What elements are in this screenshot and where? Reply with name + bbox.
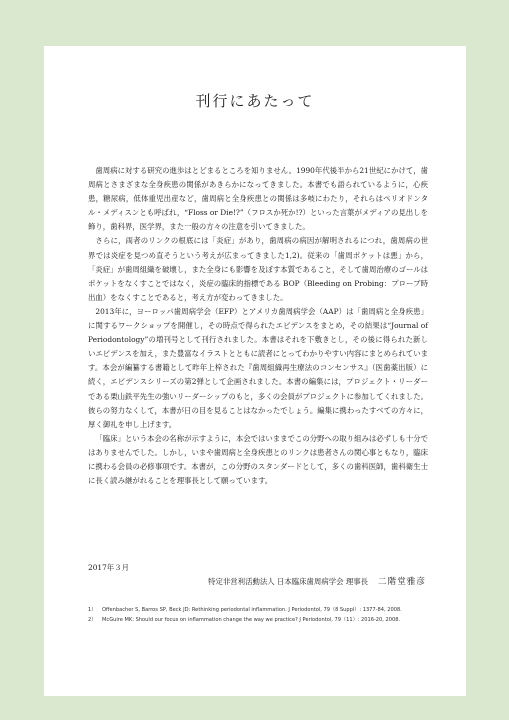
date: 2017年３月 — [88, 563, 129, 572]
paragraph-2: さらに，両者のリンクの根底には「炎症」があり，歯周病の病因が解明されるにつれ，歯周病の世界では炎症を見つめ直そうという考えが広まってきました1,2)。従来の「歯周ポケットは悪」から，「炎症」が歯周組織を破壊し，また全身にも影響を及ぼす本質であること，そして歯周治療のゴールはポケットをなくすことではなく，炎症の臨床的指標である BOP（Bleeding on Probing：プローブ時出血）をなくすことであると，考え方が変わってきました。 — [88, 236, 428, 302]
reference-item — [88, 616, 428, 624]
reference-number: 1） — [88, 607, 97, 613]
document-page — [44, 46, 466, 696]
paragraph-3: 2013年に，ヨーロッパ歯周病学会（EFP）とアメリカ歯周病学会（AAP）は「歯周病と全身疾患」に関するワークショップを開催し，その時点で得られたエビデンスをまとめ，その結果は“Journal of Periodontology”の増刊号として刊行されました。本書はそれを下敷きとし，その後に得られた新しいエビデンスを加え，また豊富なイラストとともに読者にとってわかりやすい内容にまとめられています。本会が編纂する書籍として昨年上梓された『歯周組織再生療法のコンセンサス』（医歯薬出版）に続く，エビデンスシリーズの第2弾として企画されました。本書の編集には，プロジェクト・リーダーである栗山鉄平先生の強いリーダーシップのもと，多くの会員がプロジェクトに参加してくれました。彼らの努力なくして，本書が日の目を見ることはなかったでしょう。編集に携わったすべての方々に，厚く御礼を申し上げます。 — [88, 306, 428, 429]
signature-name: 二階堂雅彦 — [378, 577, 426, 587]
reference-item — [88, 606, 428, 614]
reference-text: Offenbacher S, Barros SP, Beck JD: Rethinking periodontal inflammation. J Periodontol, 79（8 Suppl）: 1377-84, 2008. — [102, 607, 402, 613]
signature-affiliation: 特定非営利活動法人 日本臨床歯周病学会 理事長 — [208, 577, 369, 586]
reference-text: McGuire MK: Should our focus on inflammation change the way we practice? J Periodontol, 79（11）: 2016-20, 2008. — [102, 617, 401, 624]
paragraph-4: 「臨床」という本会の名称が示すように，本会ではいままでこの分野への取り組みは必ずしも十分ではありませんでした。しかし，いまや歯周病と全身疾患とのリンクは患者さんの関心事ともなり，臨床に携わる会員の必修事項です。本書が，この分野のスタンダードとして，多くの歯科医師，歯科衛生士に長く読み継がれることを理事長として願っています。 — [88, 433, 428, 486]
signature — [208, 575, 426, 587]
paragraph-1: 歯周病に対する研究の進歩はとどまるところを知りません。1990年代後半から21世紀にかけて，歯周病とさまざまな全身疾患の関係があきらかになってきました。本書でも語られているように，心疾患，糖尿病，低体重児出産など，歯周病と全身疾患との関係は多岐にわたり，それらはペリオドンタル・メディスンとも呼ばれ，“Floss or Die!?”（フロスか死か!?）といった言葉がメディアの見出しを飾り，歯科界，医学界，また一般の方々の注意を引いてきました。 — [88, 166, 428, 232]
page-title: 刊行にあたって — [195, 92, 315, 110]
references — [88, 606, 428, 627]
reference-number: 2） — [88, 617, 97, 624]
body-text — [88, 164, 428, 488]
